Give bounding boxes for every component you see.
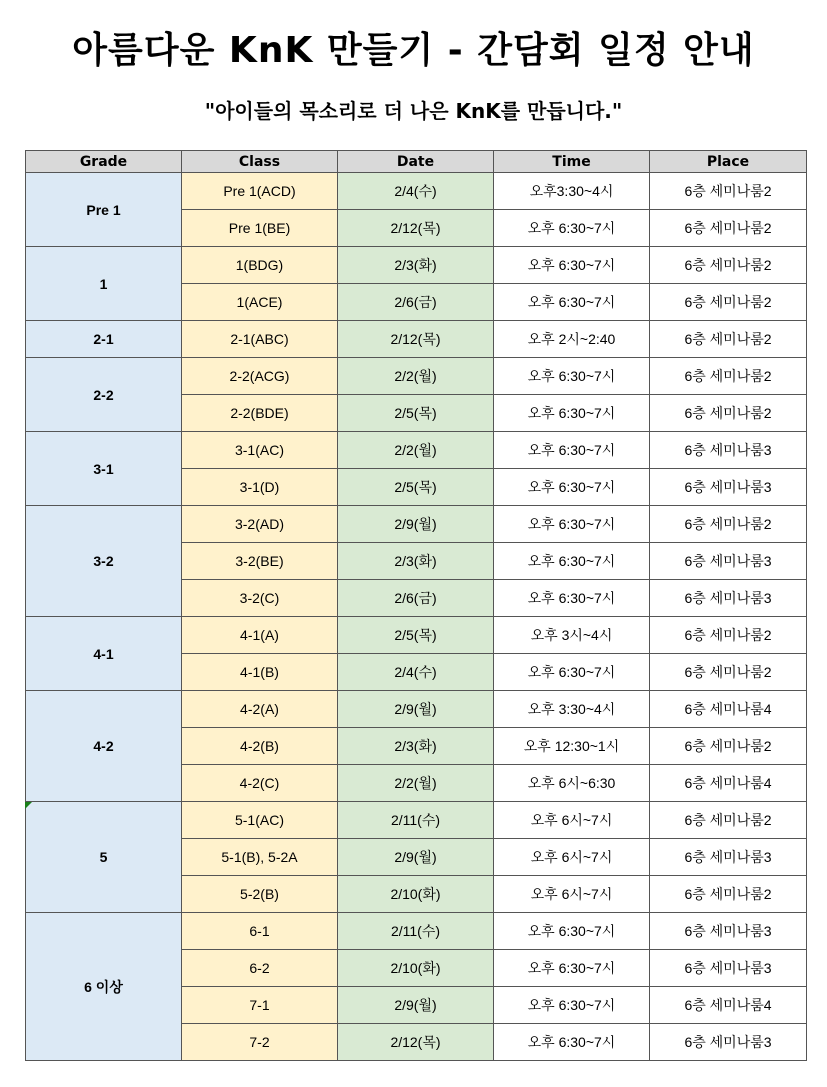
- grade-cell: 1: [26, 247, 182, 321]
- date-cell: 2/2(월): [338, 358, 494, 395]
- class-cell: 7-1: [182, 987, 338, 1024]
- time-cell: 오후 6:30~7시: [494, 395, 650, 432]
- place-cell: 6층 세미나룸3: [650, 469, 807, 506]
- table-row: [26, 617, 807, 654]
- table-row: [26, 321, 807, 358]
- table-row: [26, 691, 807, 728]
- place-cell: 6층 세미나룸2: [650, 395, 807, 432]
- date-cell: 2/12(목): [338, 1024, 494, 1061]
- time-cell: 오후 6:30~7시: [494, 432, 650, 469]
- class-cell: 4-2(C): [182, 765, 338, 802]
- place-cell: 6층 세미나룸3: [650, 913, 807, 950]
- cell-note-marker: [25, 802, 32, 809]
- header-row: [26, 151, 807, 173]
- time-cell: 오후 3:30~4시: [494, 691, 650, 728]
- class-cell: 5-2(B): [182, 876, 338, 913]
- table-row: [26, 913, 807, 950]
- date-cell: 2/3(화): [338, 247, 494, 284]
- date-cell: 2/9(월): [338, 506, 494, 543]
- time-cell: 오후3:30~4시: [494, 173, 650, 210]
- date-cell: 2/5(목): [338, 469, 494, 506]
- date-cell: 2/9(월): [338, 839, 494, 876]
- class-cell: 3-1(AC): [182, 432, 338, 469]
- class-cell: Pre 1(ACD): [182, 173, 338, 210]
- place-cell: 6층 세미나룸2: [650, 654, 807, 691]
- time-cell: 오후 2시~2:40: [494, 321, 650, 358]
- date-cell: 2/6(금): [338, 284, 494, 321]
- class-cell: 1(ACE): [182, 284, 338, 321]
- schedule-table: [25, 150, 807, 1061]
- header-date: Date: [338, 151, 494, 173]
- place-cell: 6층 세미나룸2: [650, 506, 807, 543]
- date-cell: 2/6(금): [338, 580, 494, 617]
- place-cell: 6층 세미나룸3: [650, 839, 807, 876]
- place-cell: 6층 세미나룸2: [650, 321, 807, 358]
- grade-cell: 2-2: [26, 358, 182, 432]
- grade-cell: 3-1: [26, 432, 182, 506]
- date-cell: 2/4(수): [338, 654, 494, 691]
- place-cell: 6층 세미나룸2: [650, 210, 807, 247]
- place-cell: 6층 세미나룸4: [650, 691, 807, 728]
- place-cell: 6층 세미나룸3: [650, 1024, 807, 1061]
- place-cell: 6층 세미나룸4: [650, 765, 807, 802]
- place-cell: 6층 세미나룸2: [650, 728, 807, 765]
- date-cell: 2/3(화): [338, 543, 494, 580]
- place-cell: 6층 세미나룸3: [650, 432, 807, 469]
- place-cell: 6층 세미나룸2: [650, 876, 807, 913]
- header-class: Class: [182, 151, 338, 173]
- class-cell: 6-2: [182, 950, 338, 987]
- place-cell: 6층 세미나룸2: [650, 284, 807, 321]
- place-cell: 6층 세미나룸4: [650, 987, 807, 1024]
- time-cell: 오후 6:30~7시: [494, 358, 650, 395]
- grade-cell: Pre 1: [26, 173, 182, 247]
- place-cell: 6층 세미나룸3: [650, 543, 807, 580]
- class-cell: 4-1(A): [182, 617, 338, 654]
- class-cell: 7-2: [182, 1024, 338, 1061]
- grade-cell: 6 이상: [26, 913, 182, 1061]
- date-cell: 2/4(수): [338, 173, 494, 210]
- time-cell: 오후 6시~7시: [494, 839, 650, 876]
- date-cell: 2/5(목): [338, 395, 494, 432]
- schedule-body: [26, 173, 807, 1061]
- time-cell: 오후 6:30~7시: [494, 987, 650, 1024]
- class-cell: 5-1(AC): [182, 802, 338, 839]
- place-cell: 6층 세미나룸2: [650, 617, 807, 654]
- class-cell: 3-1(D): [182, 469, 338, 506]
- header-time: Time: [494, 151, 650, 173]
- date-cell: 2/10(화): [338, 950, 494, 987]
- time-cell: 오후 6:30~7시: [494, 210, 650, 247]
- time-cell: 오후 12:30~1시: [494, 728, 650, 765]
- class-cell: 3-2(BE): [182, 543, 338, 580]
- place-cell: 6층 세미나룸2: [650, 802, 807, 839]
- table-row: [26, 432, 807, 469]
- grade-cell: 5: [26, 802, 182, 913]
- class-cell: 4-2(B): [182, 728, 338, 765]
- time-cell: 오후 6:30~7시: [494, 654, 650, 691]
- class-cell: Pre 1(BE): [182, 210, 338, 247]
- class-cell: 2-2(BDE): [182, 395, 338, 432]
- date-cell: 2/12(목): [338, 210, 494, 247]
- date-cell: 2/11(수): [338, 802, 494, 839]
- grade-cell: 3-2: [26, 506, 182, 617]
- class-cell: 4-2(A): [182, 691, 338, 728]
- time-cell: 오후 6시~7시: [494, 876, 650, 913]
- place-cell: 6층 세미나룸2: [650, 247, 807, 284]
- date-cell: 2/12(목): [338, 321, 494, 358]
- class-cell: 5-1(B), 5-2A: [182, 839, 338, 876]
- grade-cell: 4-2: [26, 691, 182, 802]
- class-cell: 2-2(ACG): [182, 358, 338, 395]
- page-title: 아름다운 KnK 만들기 - 간담회 일정 안내: [72, 30, 755, 71]
- table-row: [26, 358, 807, 395]
- class-cell: 3-2(AD): [182, 506, 338, 543]
- table-row: [26, 802, 807, 839]
- date-cell: 2/9(월): [338, 987, 494, 1024]
- date-cell: 2/10(화): [338, 876, 494, 913]
- class-cell: 2-1(ABC): [182, 321, 338, 358]
- time-cell: 오후 3시~4시: [494, 617, 650, 654]
- time-cell: 오후 6:30~7시: [494, 247, 650, 284]
- place-cell: 6층 세미나룸2: [650, 173, 807, 210]
- class-cell: 3-2(C): [182, 580, 338, 617]
- place-cell: 6층 세미나룸3: [650, 580, 807, 617]
- class-cell: 1(BDG): [182, 247, 338, 284]
- place-cell: 6층 세미나룸2: [650, 358, 807, 395]
- class-cell: 4-1(B): [182, 654, 338, 691]
- grade-cell: 2-1: [26, 321, 182, 358]
- class-cell: 6-1: [182, 913, 338, 950]
- time-cell: 오후 6:30~7시: [494, 469, 650, 506]
- date-cell: 2/2(월): [338, 765, 494, 802]
- time-cell: 오후 6:30~7시: [494, 913, 650, 950]
- place-cell: 6층 세미나룸3: [650, 950, 807, 987]
- date-cell: 2/9(월): [338, 691, 494, 728]
- date-cell: 2/11(수): [338, 913, 494, 950]
- time-cell: 오후 6:30~7시: [494, 580, 650, 617]
- table-row: [26, 173, 807, 210]
- time-cell: 오후 6:30~7시: [494, 1024, 650, 1061]
- table-row: [26, 506, 807, 543]
- time-cell: 오후 6:30~7시: [494, 284, 650, 321]
- date-cell: 2/3(화): [338, 728, 494, 765]
- time-cell: 오후 6시~7시: [494, 802, 650, 839]
- time-cell: 오후 6:30~7시: [494, 506, 650, 543]
- time-cell: 오후 6:30~7시: [494, 950, 650, 987]
- table-row: [26, 247, 807, 284]
- header-grade: Grade: [26, 151, 182, 173]
- time-cell: 오후 6:30~7시: [494, 543, 650, 580]
- page-subtitle: "아이들의 목소리로 더 나은 KnK를 만듭니다.": [204, 99, 623, 123]
- time-cell: 오후 6시~6:30: [494, 765, 650, 802]
- date-cell: 2/2(월): [338, 432, 494, 469]
- header-place: Place: [650, 151, 807, 173]
- date-cell: 2/5(목): [338, 617, 494, 654]
- grade-cell: 4-1: [26, 617, 182, 691]
